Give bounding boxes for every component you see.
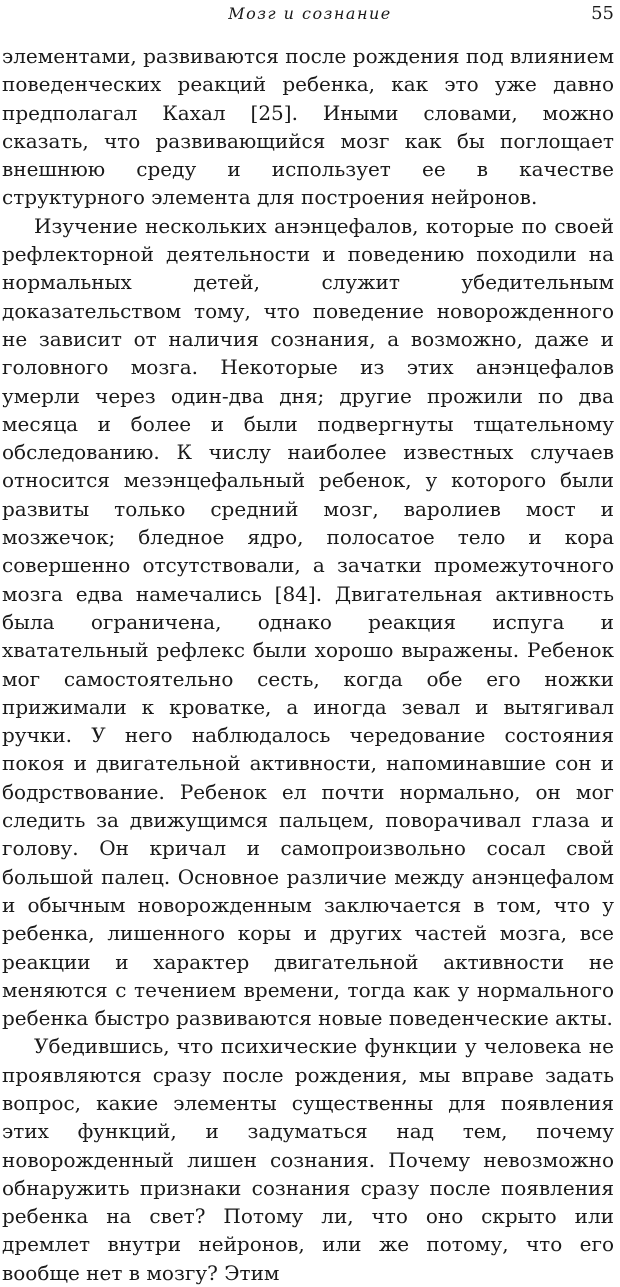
running-head — [0, 4, 620, 28]
paragraph-anencephaly: Изучение нескольких анэнцефалов, которые по своей рефлекторной деятельности и поведению походили на нормальных детей, служит убедительным доказательством тому, что поведение новорожденного не зависит от наличия сознания, а возможно, даже и головного мозга. Некоторые из этих анэнцефалов умерли через один-два дня; другие прожили по два месяца и более и были подвергнуты тщательному обследованию. К числу наиболее известных случаев относится мезэнцефальный ребенок, у которого были развиты только средний мозг, варолиев мост и мозжечок; бледное ядро, полосатое тело и кора совершенно отсутствовали, а зачатки промежуточного мозга едва намечались [84]. Двигательная активность была ограничена, однако реакция испуга и хватательный рефлекс были хорошо выражены. Ребенок мог самостоятельно сесть, когда обе его ножки прижимали к кроватке, а иногда зевал и вытягивал ручки. У него наблюдалось чередование состояния покоя и двигательной активности, напоминавшие сон и бодрствование. Ребенок ел почти нормально, он мог следить за движущимся пальцем, поворачивал глаза и голову. Он кричал и самопроизвольно сосал свой большой палец. Основное различие между анэнцефалом и обычным новорожденным заключается в том, что у ребенка, лишенного коры и других частей мозга, все реакции и характер двигательной активности не меняются с течением времени, тогда как у нормального ребенка быстро развиваются новые поведенческие акты. — [2, 213, 614, 1031]
page-number: 55 — [591, 3, 614, 24]
paragraph-continued: элементами, развиваются после рождения под влиянием поведенческих реакций ребенка, как это уже давно предполагал Кахал [25]. Иными словами, можно сказать, что развивающийся мозг как бы поглощает внешнюю среду и использует ее в качестве структурного элемента для построения нейронов. — [2, 44, 614, 210]
running-title: Мозг и сознание — [228, 4, 392, 23]
body-text — [2, 42, 614, 1287]
paragraph-consciousness-question: Убедившись, что психические функции у человека не проявляются сразу после рождения, мы вправе задать вопрос, какие элементы существенны для появления этих функций, и задуматься над тем, почему новорожденный лишен сознания. Почему невозможно обнаружить признаки сознания сразу после появления ребенка на свет? Потому ли, что оно скрыто или дремлет внутри нейронов, или же потому, что его вообще нет в мозгу? Этим — [2, 1034, 614, 1285]
